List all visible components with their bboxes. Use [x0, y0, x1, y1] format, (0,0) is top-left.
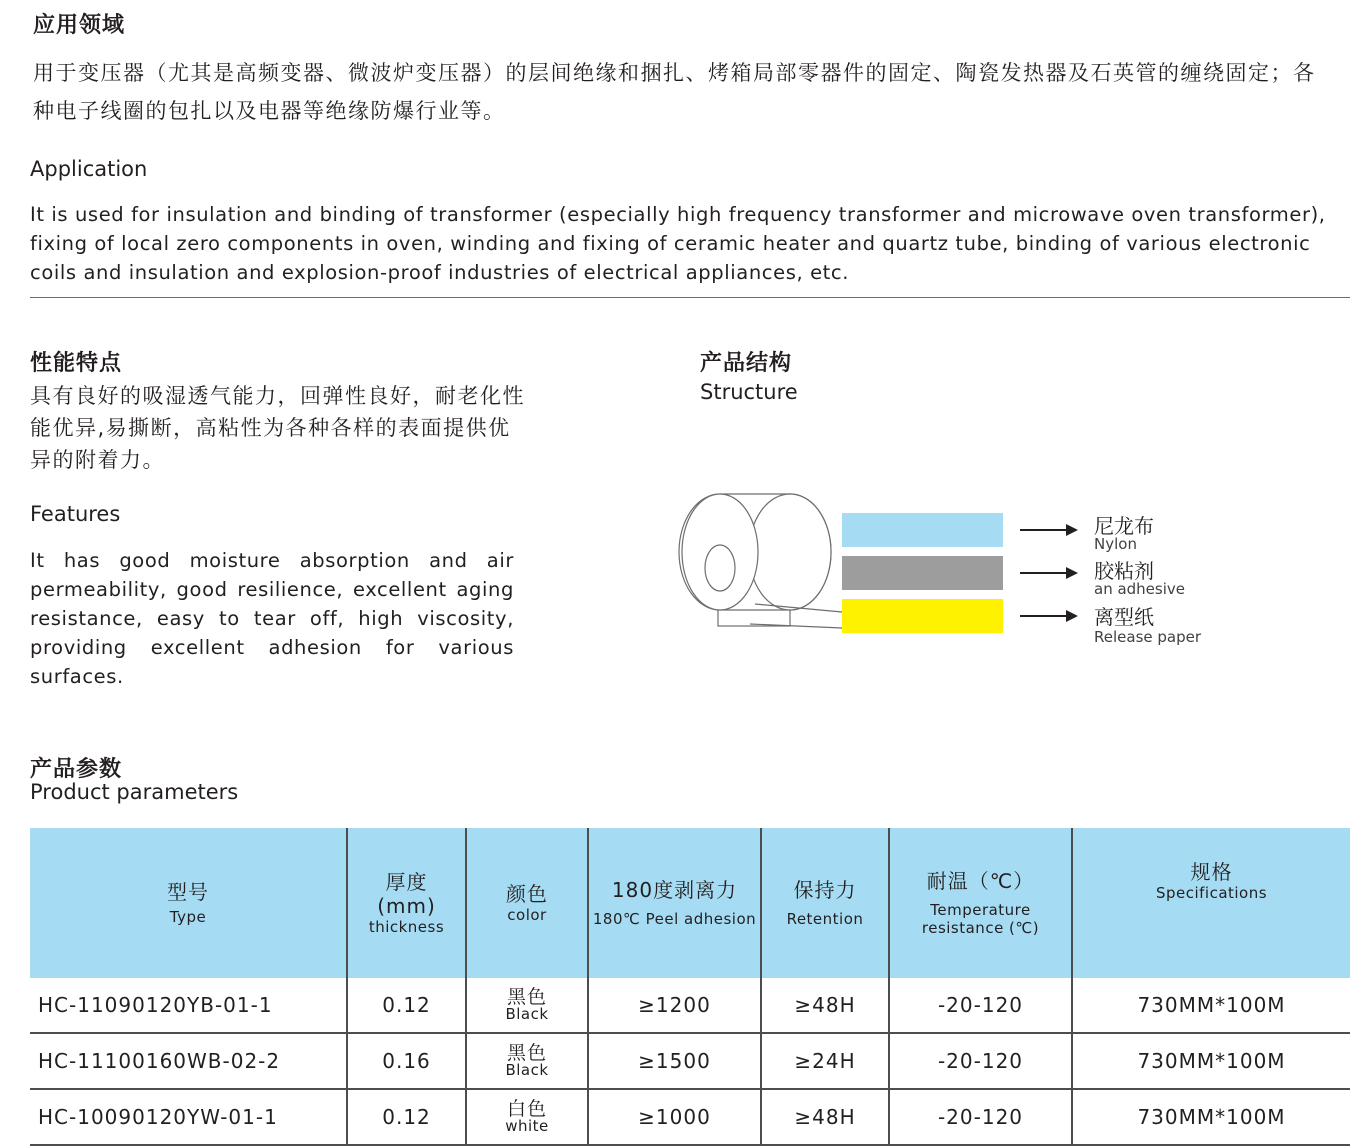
structure-diagram [670, 480, 1230, 670]
structure-title-en: Structure [700, 380, 798, 404]
params-title-en: Product parameters [30, 780, 239, 804]
application-title-cn: 应用领域 [33, 13, 126, 38]
table-row [30, 1033, 1350, 1089]
cell-spec: 730MM*100M [1072, 1033, 1350, 1089]
application-text-en: It is used for insulation and binding of transformer (especially high frequency transformer and microwave oven transformer), fixing of local zero components in oven, winding and fixing of ceramic heater and quartz tube, binding of various electronic coils and insulation and explosion-proof industries of electrical appliances, etc. [30, 203, 1326, 284]
features-title-cn: 性能特点 [30, 351, 123, 376]
structure-title-cn: 产品结构 [700, 351, 793, 376]
application-title-en: Application [30, 157, 148, 181]
cell-thickness: 0.12 [347, 978, 466, 1033]
cell-spec: 730MM*100M [1072, 978, 1350, 1033]
tape-roll-illustration [679, 494, 842, 628]
section-divider [30, 297, 1350, 298]
features-text-cn: 具有良好的吸湿透气能力，回弹性良好，耐老化性能优异,易撕断，高粘性为各种各样的表面提供优异的附着力。 [30, 384, 525, 472]
cell-type: HC-11100160WB-02-2 [30, 1033, 347, 1089]
column-header-type: 型号 Type [30, 828, 347, 978]
cell-color: 黑色 Black [466, 978, 588, 1033]
cell-retention: ≥48H [761, 978, 889, 1033]
cell-type: HC-11090120YB-01-1 [30, 978, 347, 1033]
column-header-thickness: 厚度 (mm) thickness [347, 828, 466, 978]
cell-temperature: -20-120 [889, 1089, 1072, 1145]
params-title-cn: 产品参数 [30, 757, 123, 782]
column-header-peel: 180度剥离力 180℃ Peel adhesion [588, 828, 761, 978]
layer-label-cn: 离型纸 [1094, 605, 1154, 629]
arrow-right-icon [1020, 524, 1078, 536]
layer-label-cn: 胶粘剂 [1094, 559, 1154, 583]
cell-thickness: 0.16 [347, 1033, 466, 1089]
layer-label-en: Release paper [1094, 628, 1202, 646]
cell-temperature: -20-120 [889, 978, 1072, 1033]
cell-spec: 730MM*100M [1072, 1089, 1350, 1145]
cell-peel: ≥1200 [588, 978, 761, 1033]
layer-label-cn: 尼龙布 [1094, 514, 1154, 538]
cell-peel: ≥1500 [588, 1033, 761, 1089]
column-header-retention: 保持力 Retention [761, 828, 889, 978]
table-row [30, 978, 1350, 1033]
cell-peel: ≥1000 [588, 1089, 761, 1145]
cell-color: 黑色 Black [466, 1033, 588, 1089]
column-header-temperature: 耐温（℃） Temperature resistance (℃) [889, 828, 1072, 978]
layer-bar-nylon [842, 513, 1003, 547]
layer-label-en: Nylon [1094, 535, 1137, 553]
cell-retention: ≥24H [761, 1033, 889, 1089]
cell-retention: ≥48H [761, 1089, 889, 1145]
application-text-cn: 用于变压器（尤其是高频变器、微波炉变压器）的层间绝缘和捆扎、烤箱局部零器件的固定、陶瓷发热器及石英管的缠绕固定；各种电子线圈的包扎以及电器等绝缘防爆行业等。 [33, 61, 1316, 123]
table-header-row [30, 828, 1350, 978]
cell-thickness: 0.12 [347, 1089, 466, 1145]
product-parameters-table [30, 828, 1350, 1146]
arrow-right-icon [1020, 567, 1078, 579]
layer-bar-adhesive [842, 556, 1003, 590]
cell-temperature: -20-120 [889, 1033, 1072, 1089]
cell-color: 白色 white [466, 1089, 588, 1145]
features-title-en: Features [30, 502, 121, 526]
layer-bar-release-paper [842, 599, 1003, 633]
cell-type: HC-10090120YW-01-1 [30, 1089, 347, 1145]
column-header-color: 颜色 color [466, 828, 588, 978]
features-text-en: It has good moisture absorption and air permeability, good resilience, excellent aging resistance, easy to tear off, high viscosity, providing excellent adhesion for various surfaces. [30, 549, 514, 688]
layer-label-en: an adhesive [1094, 580, 1186, 598]
column-header-specifications: 规格 Specifications [1072, 828, 1350, 978]
arrow-right-icon [1020, 610, 1078, 622]
